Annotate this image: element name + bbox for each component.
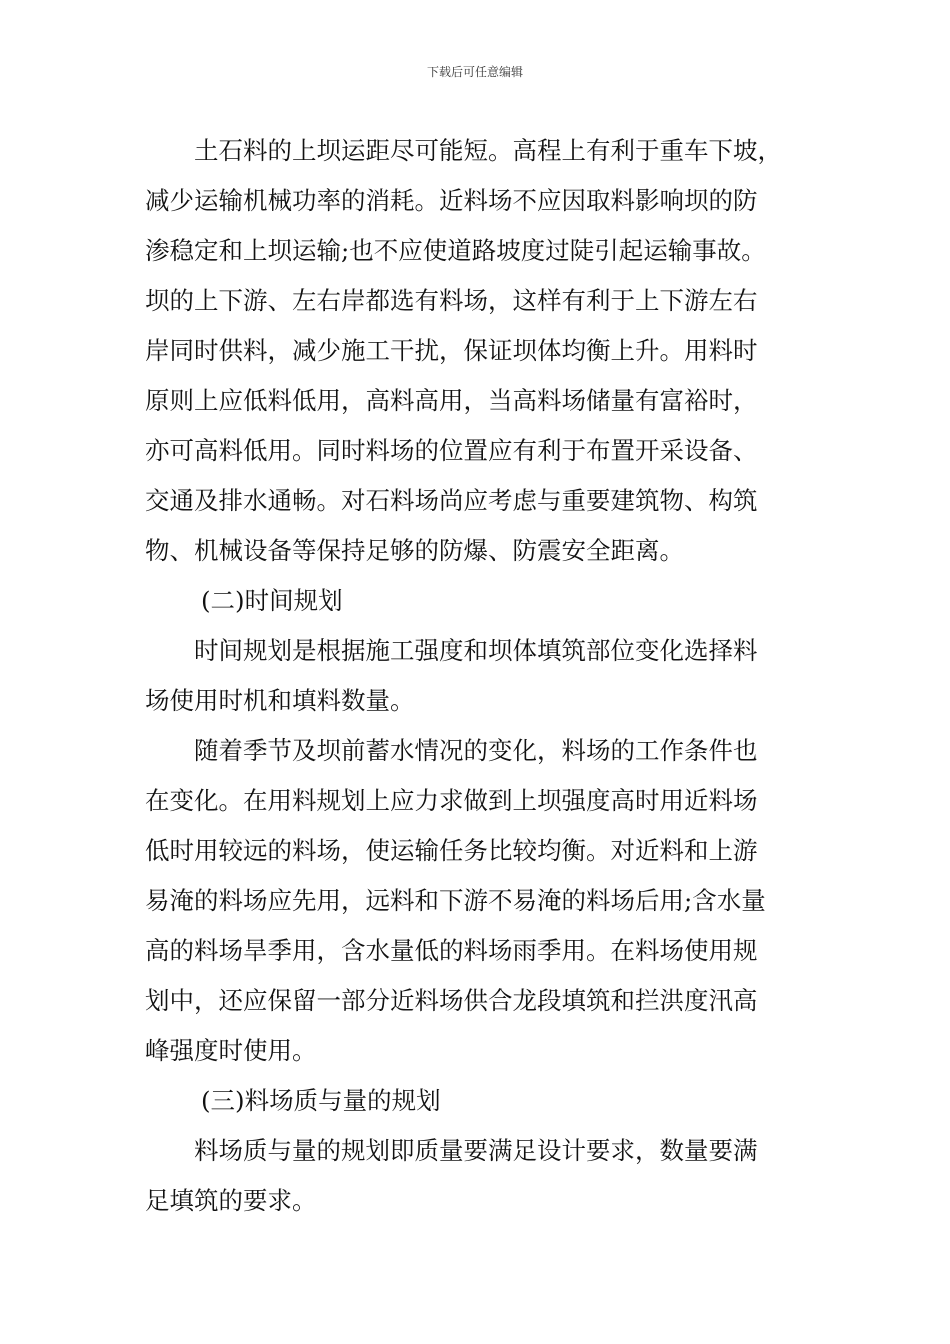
text-line: 低时用较远的料场，使运输任务比较均衡。对近料和上游: [145, 836, 758, 865]
text-line: 在变化。在用料规划上应力求做到上坝强度高时用近料场: [145, 786, 758, 815]
text-line: 场使用时机和填料数量。: [145, 686, 415, 715]
text-line: 原则上应低料低用，高料高用，当高料场储量有富裕时，: [145, 386, 758, 415]
text-line: 高的料场旱季用，含水量低的料场雨季用。在料场使用规: [145, 936, 758, 965]
text-line: 坝的上下游、左右岸都选有料场，这样有利于上下游左右: [145, 286, 758, 315]
text-line: 料场质与量的规划即质量要满足设计要求，数量要满: [194, 1136, 758, 1165]
section-heading: (二)时间规划: [201, 586, 343, 615]
text-line: 峰强度时使用。: [145, 1036, 317, 1065]
text-line: 渗稳定和上坝运输;也不应使道路坡度过陡引起运输事故。: [145, 236, 766, 265]
text-line: 岸同时供料，减少施工干扰，保证坝体均衡上升。用料时: [145, 336, 758, 365]
page-header: 下载后可任意编辑: [426, 65, 523, 79]
text-line: 物、机械设备等保持足够的防爆、防震安全距离。: [145, 536, 684, 565]
text-line: 划中，还应保留一部分近料场供合龙段填筑和拦洪度汛高: [145, 986, 758, 1015]
text-line: 易淹的料场应先用，远料和下游不易淹的料场后用;含水量: [145, 886, 766, 915]
document-body: [145, 126, 813, 1226]
text-line: 时间规划是根据施工强度和坝体填筑部位变化选择料: [194, 636, 758, 665]
text-line: 减少运输机械功率的消耗。近料场不应因取料影响坝的防: [145, 186, 758, 215]
section-heading: (三)料场质与量的规划: [201, 1086, 441, 1115]
text-line: 交通及排水通畅。对石料场尚应考虑与重要建筑物、构筑: [145, 486, 758, 515]
text-line: 足填筑的要求。: [145, 1186, 317, 1215]
text-line: 亦可高料低用。同时料场的位置应有利于布置开采设备、: [145, 436, 758, 465]
text-line: 土石料的上坝运距尽可能短。高程上有利于重车下坡，: [194, 136, 782, 165]
text-line: 随着季节及坝前蓄水情况的变化，料场的工作条件也: [194, 736, 758, 765]
